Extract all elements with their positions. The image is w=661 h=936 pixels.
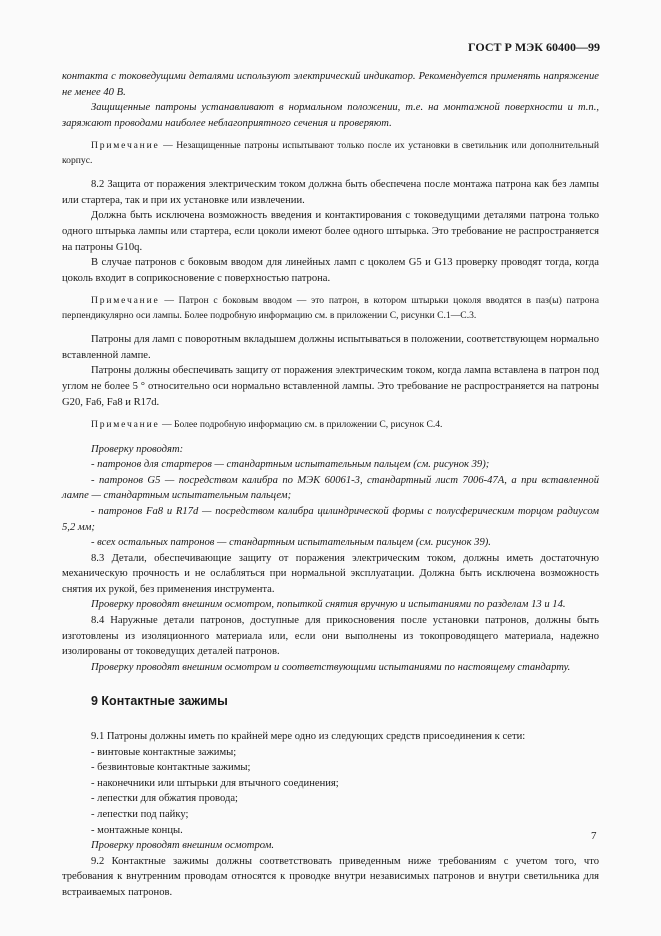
page-number: 7 xyxy=(591,830,597,842)
note-text: — Незащищенные патроны испытывают только после их установки в светильник или дополнительный корпус. xyxy=(62,140,599,166)
list-item: - безвинтовые контактные зажимы; xyxy=(91,762,251,774)
list-item: - монтажные концы. xyxy=(91,824,183,836)
list-item: - лепестки под пайку; xyxy=(91,809,189,820)
note xyxy=(62,418,599,432)
paragraph: Проверку проводят внешним осмотром и соответствующими испытаниями по настоящему стандарту. xyxy=(91,661,571,673)
paragraph: Защищенные патроны устанавливают в нормальном положении, т.е. на монтажной поверхности и т.п., заряжают проводами наиболее неблагоприятного сечения и проверяют. xyxy=(62,102,599,129)
paragraph: 8.4 Наружные детали патронов, доступные для прикосновения после установки патронов, должны быть изготовлены из изоляционного материала или, если они выполнены из токопроводящего материала, надежно изолированы от токоведущих деталей патронов. xyxy=(62,615,599,658)
paragraph: Проверку проводят: xyxy=(91,443,184,455)
note xyxy=(62,139,599,168)
paragraph: 8.2 Защита от поражения электрическим током должна быть обеспечена после монтажа патрона как без лампы или стартера, так и при их установке или извлечении. xyxy=(62,179,599,206)
list-item: - лепестки для обжатия провода; xyxy=(91,793,239,805)
note-label: Примечание xyxy=(91,140,160,152)
note-label: Примечание xyxy=(91,295,160,307)
paragraph: контакта с токоведущими деталями используют электрический индикатор. Рекомендуется применять напряжение не менее 40 В. xyxy=(62,71,599,98)
note-text: — Патрон с боковым вводом — это патрон, в котором штырьки цоколя вводятся в паз(ы) патрона перпендикулярно оси лампы. Более подробную информацию см. в приложении С, рисунки С.1—С.3. xyxy=(62,295,599,321)
paragraph: 9.1 Патроны должны иметь по крайней мере одно из следующих средств присоединения к сети: xyxy=(91,731,526,743)
standard-header: ГОСТ Р МЭК 60400—99 xyxy=(468,40,600,54)
paragraph: Патроны для ламп с поворотным вкладышем должны испытываться в положении, соответствующем нормально вставленной лампе. xyxy=(62,334,599,361)
paragraph: 9.2 Контактные зажимы должны соответствовать приведенным ниже требованиям с учетом того, что требования к внутренним проводам относятся к проводке внутри независимых патронов и внутри светильника для встраиваемых патронов. xyxy=(62,855,599,898)
note xyxy=(62,294,599,323)
paragraph: В случае патронов с боковым вводом для линейных ламп с цоколем G5 и G13 проверку проводят тогда, когда цоколь входит в соприкосновение с поверхностью патрона. xyxy=(62,257,599,284)
note-text: — Более подробную информацию см. в приложении С, рисунок С.4. xyxy=(159,419,443,431)
list-item: - патронов Fa8 и R17d — посредством калибра цилиндрической формы с полусферическим торцом радиусом 5,2 мм; xyxy=(62,505,599,533)
list-item: - всех остальных патронов — стандартным испытательным пальцем (см. рисунок 39). xyxy=(91,537,491,549)
note-label: Примечание xyxy=(91,419,160,431)
paragraph: Проверку проводят внешним осмотром. xyxy=(91,840,275,852)
page-content xyxy=(62,69,599,901)
list-item: - винтовые контактные зажимы; xyxy=(91,746,237,758)
paragraph: Проверку проводят внешним осмотром, попыткой снятия вручную и испытаниями по разделам 13 и 14. xyxy=(91,599,566,611)
list-item: - наконечники или штырьки для втычного соединения; xyxy=(91,777,339,789)
section-heading: 9 Контактные зажимы xyxy=(91,694,228,709)
paragraph: Патроны должны обеспечивать защиту от поражения электрическим током, когда лампа вставлена в патрон под углом не более 5 ° относительно оси нормально вставленной лампы. Это требование не распространяется на патроны G20, Fa6, Fa8 и R17d. xyxy=(62,365,599,408)
paragraph: Должна быть исключена возможность введения и контактирования с токоведущими деталями патрона только одного штырька лампы или стартера, если цоколи имеют более одного штырька. Это требование не распространяется на патроны G10q. xyxy=(62,210,599,253)
list-item: - патронов для стартеров — стандартным испытательным пальцем (см. рисунок 39); xyxy=(91,459,490,471)
list-item: - патронов G5 — посредством калибра по МЭК 60061-3, стандартный лист 7006-47А, а при вставленной лампе — стандартным испытательным пальцем; xyxy=(62,474,599,502)
paragraph: 8.3 Детали, обеспечивающие защиту от поражения электрическим током, должны иметь достаточную механическую прочность и не ослабляться при нормальной эксплуатации. Должна быть исключена возможность снятия их рукой, без применения инструмента. xyxy=(62,552,599,595)
